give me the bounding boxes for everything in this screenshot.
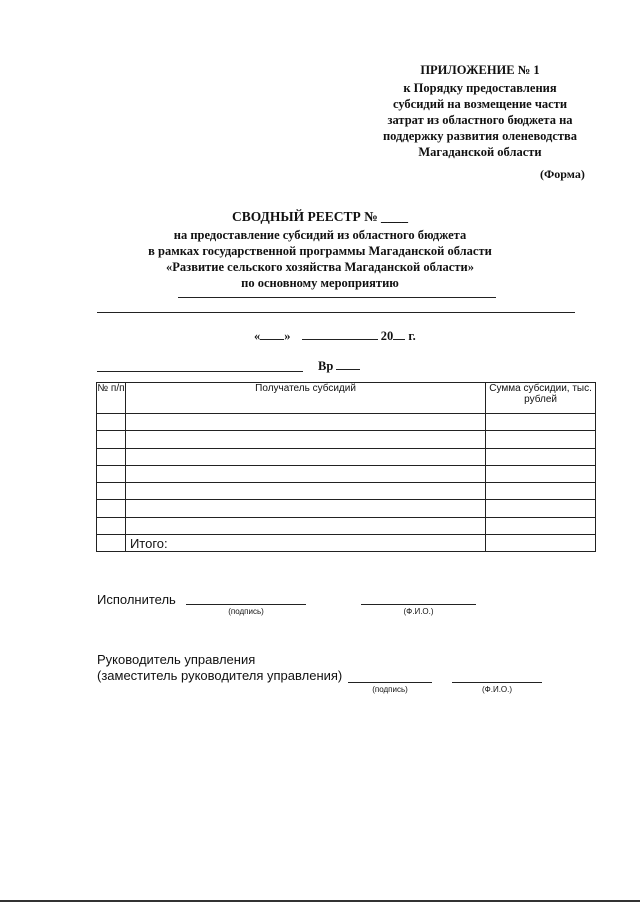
cell-amount: [486, 517, 596, 534]
cell-number: [97, 414, 126, 431]
scan-bottom-edge: [0, 900, 640, 902]
table-row: [97, 448, 596, 465]
date-close-quote: »: [284, 329, 291, 343]
cell-recipient: [125, 414, 485, 431]
year-prefix: 20: [380, 329, 394, 343]
cell-number: [97, 431, 126, 448]
table-row: [97, 483, 596, 500]
head-name-caption: (Ф.И.О.): [481, 685, 513, 694]
day-blank: [260, 339, 284, 340]
cell-number: [97, 500, 126, 517]
header-recipient: Получатель субсидий: [125, 383, 485, 414]
total-row: [97, 535, 596, 552]
appendix-line-1: к Порядку предоставления: [403, 81, 557, 95]
register-table: [96, 382, 596, 552]
executor-name-caption: (Ф.И.О.): [403, 607, 434, 616]
vr-fill-line: [97, 371, 303, 372]
table-row: [97, 431, 596, 448]
cell-recipient: [125, 517, 485, 534]
appendix-number: ПРИЛОЖЕНИЕ № 1: [420, 63, 540, 77]
head-name-line: [452, 682, 542, 683]
vr-field: [318, 359, 360, 374]
executor-signature-line: [186, 604, 306, 605]
table-header-row: [97, 383, 596, 414]
cell-number: [97, 465, 126, 482]
table-row: [97, 500, 596, 517]
event-fill-line-1: [178, 297, 496, 298]
executor-name-line: [361, 604, 476, 605]
appendix-line-4: поддержку развития оленеводства: [382, 129, 578, 143]
cell-amount: [486, 483, 596, 500]
cell-recipient: [125, 483, 485, 500]
date-line: [254, 329, 416, 344]
appendix-line-3: затрат из областного бюджета на: [387, 113, 573, 127]
cell-amount: [486, 431, 596, 448]
cell-amount: [486, 465, 596, 482]
cell-number: [97, 517, 126, 534]
total-label: Итого:: [125, 535, 485, 552]
total-amount-cell: [486, 535, 596, 552]
title-line-4: по основному мероприятию: [241, 276, 399, 290]
cell-amount: [486, 414, 596, 431]
cell-amount: [486, 448, 596, 465]
total-number-cell: [97, 535, 126, 552]
date-open-quote: «: [254, 329, 261, 343]
title-line-3: «Развитие сельского хозяйства Магаданской области»: [166, 260, 474, 274]
year-suffix: г.: [408, 329, 416, 343]
head-label-line-2: (заместитель руководителя управления): [97, 668, 343, 683]
executor-signature-caption: (подпись): [228, 607, 264, 616]
header-amount: Сумма субсидии, тыс. рублей: [486, 383, 596, 414]
cell-number: [97, 483, 126, 500]
cell-recipient: [125, 448, 485, 465]
vr-blank: [336, 369, 360, 370]
table-row: [97, 517, 596, 534]
executor-label: Исполнитель: [97, 592, 176, 607]
year-blank: [393, 339, 405, 340]
appendix-line-2: субсидий на возмещение части: [392, 97, 568, 111]
table-row: [97, 465, 596, 482]
head-signature-line: [348, 682, 432, 683]
title-line-2: в рамках государственной программы Магаданской области: [148, 244, 492, 258]
appendix-line-5: Магаданской области: [418, 145, 542, 159]
cell-number: [97, 448, 126, 465]
event-fill-line-2: [97, 312, 575, 313]
cell-amount: [486, 500, 596, 517]
vr-label: Вр: [318, 359, 334, 373]
title-line-1: на предоставление субсидий из областного бюджета: [173, 228, 467, 242]
register-heading: СВОДНЫЙ РЕЕСТР № ____: [231, 209, 409, 224]
cell-recipient: [125, 431, 485, 448]
header-number: № п/п: [97, 383, 126, 414]
month-blank: [302, 339, 378, 340]
table-row: [97, 414, 596, 431]
head-signature-caption: (подпись): [372, 685, 408, 694]
cell-recipient: [125, 500, 485, 517]
cell-recipient: [125, 465, 485, 482]
form-label: (Форма): [540, 167, 585, 181]
head-label-line-1: Руководитель управления: [97, 652, 256, 667]
